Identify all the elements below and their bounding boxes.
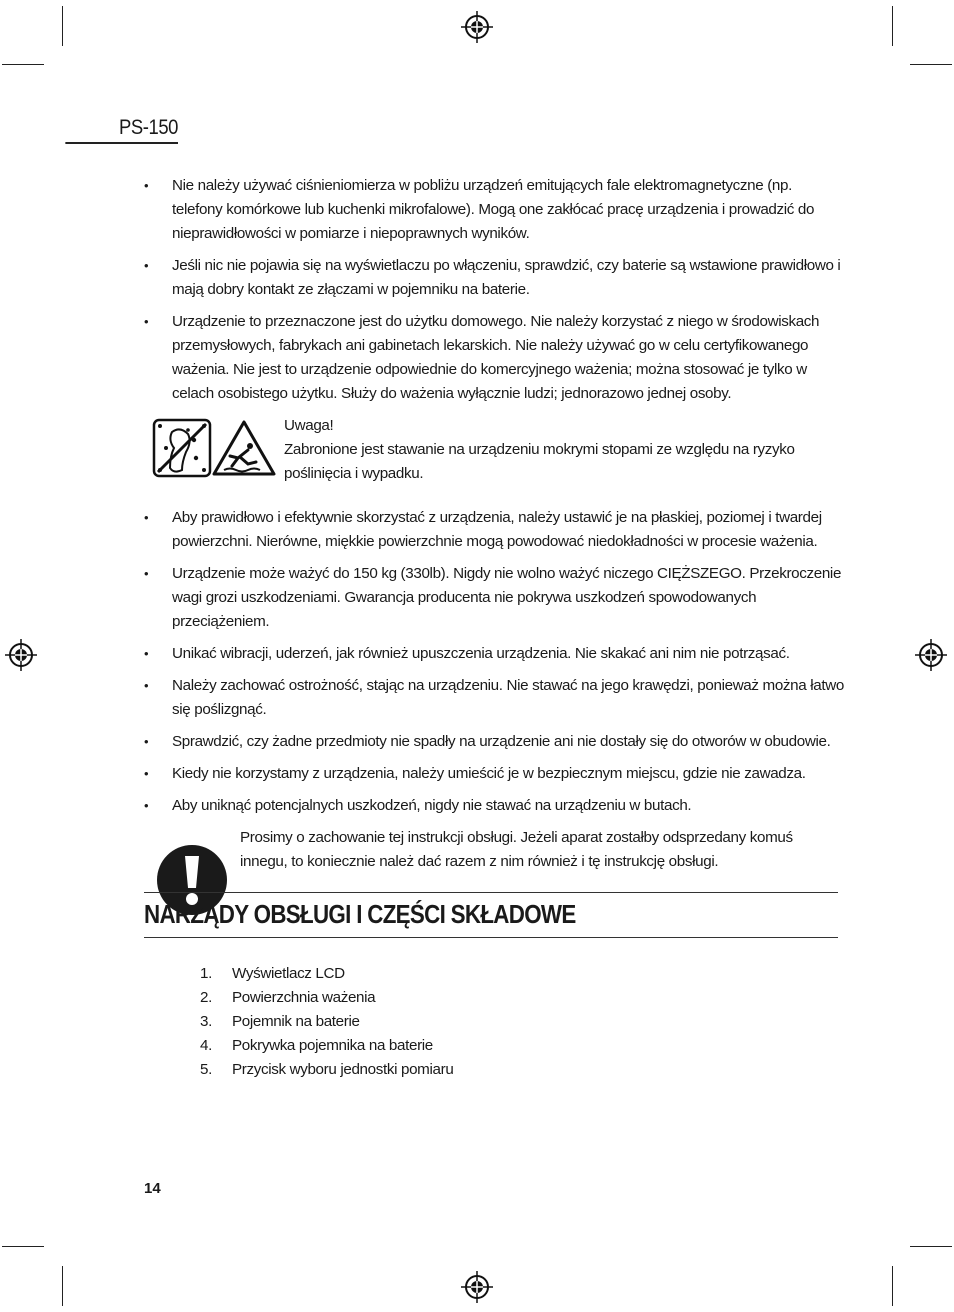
wet-feet-warning-icon [152,418,278,480]
safety-instructions [144,174,844,910]
item-label: Powierzchnia ważenia [232,989,376,1006]
bullet-text: Jeśli nic nie pojawia się na wyświetlaczu po włączeniu, sprawdzić, czy baterie są wstawione prawidłowo i mają dobry kontakt ze złączami w pojemniku na baterie. [172,257,841,298]
model-header: PS-150 [65,116,178,144]
item-label: Wyświetlacz LCD [232,965,345,982]
item-number: 1. [200,965,212,982]
crop-mark [62,6,63,46]
bullet-text: Należy zachować ostrożność, stając na urządzeniu. Nie stawać na jego krawędzi, ponieważ można łatwo się poślizgnąć. [172,677,844,718]
list-item [200,1058,453,1082]
wet-feet-warning [144,414,844,496]
warning-title: Uwaga! [284,417,334,434]
registration-mark-icon [914,638,948,672]
list-item [144,174,844,246]
list-item [200,962,453,986]
warning-text: Zabronione jest stawanie na urządzeniu mokrymi stopami ze względu na ryzyko poślinięcia i wypadku. [284,441,795,482]
bullet-text: Aby prawidłowo i efektywnie skorzystać z urządzenia, należy ustawić je na płaskiej, poziomej i twardej powierzchni. Nierówne, miękkie powierzchnie mogą powodować niedokładności w procesie ważenia. [172,509,822,550]
list-item [144,762,844,786]
crop-mark [910,1246,952,1247]
list-item [144,642,844,666]
item-number: 5. [200,1061,212,1078]
registration-mark-icon [4,638,38,672]
crop-mark [892,1266,893,1306]
list-item [144,310,844,406]
item-label: Pojemnik na baterie [232,1013,360,1030]
list-item [144,730,844,754]
section-title: NARZĄDY OBSŁUGI I CZĘŚCI SKŁADOWE [144,899,576,929]
bullet-text: Aby uniknąć potencjalnych uszkodzeń, nigdy nie stawać na urządzeniu w butach. [172,797,692,814]
list-item [200,1034,453,1058]
bullet-text: Urządzenie może ważyć do 150 kg (330lb). Nigdy nie wolno ważyć niczego CIĘŻSZEGO. Przekroczenie wagi grozi uszkodzeniami. Gwarancja producenta nie pokrywa uszkodzeń spowodowanych przeciążeniem. [172,565,842,630]
crop-mark [2,1246,44,1247]
parts-section-header [144,892,838,938]
list-item [144,562,844,634]
list-item [200,1010,453,1034]
item-number: 4. [200,1037,212,1054]
bullet-text: Sprawdzić, czy żadne przedmioty nie spadły na urządzenie ani nie dostały się do otworów w obudowie. [172,733,831,750]
crop-mark [62,1266,63,1306]
list-item [144,674,844,722]
note-text: Prosimy o zachowanie tej instrukcji obsługi. Jeżeli aparat zostałby odsprzedany komuś innegu, to koniecznie należ dać razem z nim również i tę instrukcję obsługi. [240,829,793,870]
bullet-text: Unikać wibracji, uderzeń, jak również upuszczenia urządzenia. Nie skakać ani nim nie potrząsać. [172,645,790,662]
crop-mark [2,64,44,65]
registration-mark-icon [460,1270,494,1304]
bullet-text: Kiedy nie korzystamy z urządzenia, należy umieścić je w bezpiecznym miejscu, gdzie nie zawadza. [172,765,806,782]
bullet-text: Nie należy używać ciśnieniomierza w pobliżu urządzeń emitujących fale elektromagnetyczne (np. telefony komórkowe lub kuchenki mikrofalowe). Mogą one zakłócać pracę urządzenia i prowadzić do nieprawidłowości w pomiarze i niepoprawnych wyników. [172,177,815,242]
item-label: Pokrywka pojemnika na baterie [232,1037,433,1054]
list-item [200,986,453,1010]
item-label: Przycisk wyboru jednostki pomiaru [232,1061,454,1078]
crop-mark [910,64,952,65]
page-number: 14 [144,1180,161,1197]
item-number: 3. [200,1013,212,1030]
crop-mark [892,6,893,46]
list-item [144,506,844,554]
list-item [144,794,844,818]
item-number: 2. [200,989,212,1006]
list-item [144,254,844,302]
parts-list [200,962,453,1082]
bullet-text: Urządzenie to przeznaczone jest do użytku domowego. Nie należy korzystać z niego w środowiskach przemysłowych, fabrykach ani gabinetach lekarskich. Nie należy używać go w celu certyfikowanego ważenia. Nie jest to urządzenie odpowiednie do komercyjnego ważenia; można stosować je tylko w celach osobistego użytku. Służy do ważenia wyłącznie ludzi; jednorazowo jednej osoby. [172,313,820,402]
registration-mark-icon [460,10,494,44]
